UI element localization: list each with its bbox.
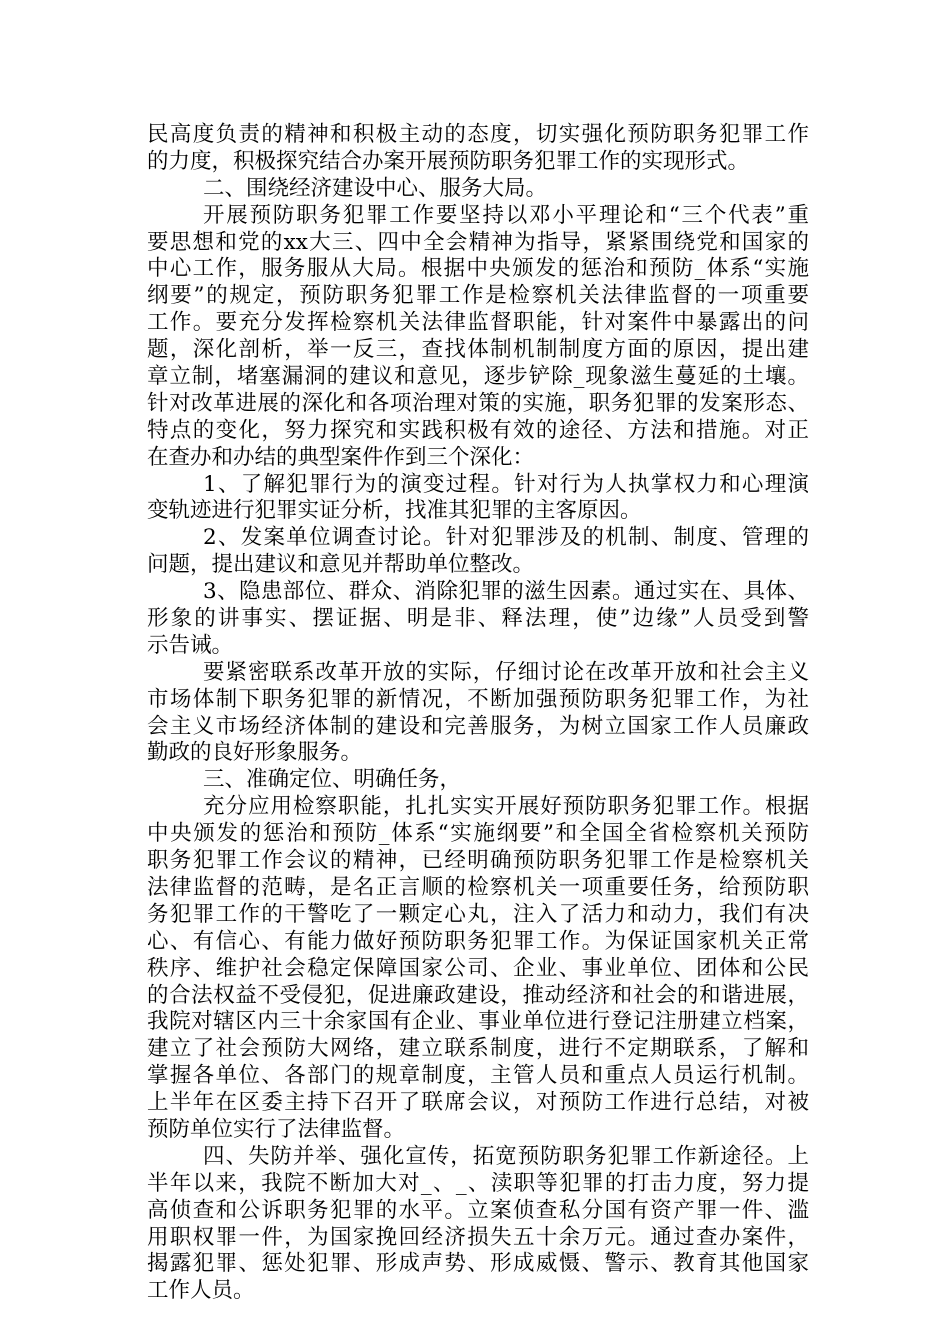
document-page bbox=[147, 122, 809, 1305]
text-line: 针对改革进展的深化和各项治理对策的实施，职务犯罪的发案形态、 bbox=[147, 390, 809, 416]
text-line: 示告诫。 bbox=[147, 632, 234, 658]
text-line: 揭露犯罪、惩处犯罪、形成声势、形成威慑、警示、教育其他国家 bbox=[147, 1251, 809, 1277]
text-line: 要紧密联系改革开放的实际，仔细讨论在改革开放和社会主义 bbox=[203, 659, 809, 685]
text-line: 形象的讲事实、摆证据、明是非、释法理，使”边缘”人员受到警 bbox=[147, 606, 809, 632]
text-line: 高侦查和公诉职务犯罪的水平。立案侦查私分国有资产罪一件、滥 bbox=[147, 1197, 809, 1223]
text-line: 掌握各单位、各部门的规章制度，主管人员和重点人员运行机制。 bbox=[147, 1063, 809, 1089]
text-line: 充分应用检察职能，扎扎实实开展好预防职务犯罪工作。根据 bbox=[203, 794, 809, 820]
text-line: 上半年在区委主持下召开了联席会议，对预防工作进行总结，对被 bbox=[147, 1090, 809, 1116]
text-line: 会主义市场经济体制的建设和完善服务，为树立国家工作人员廉政 bbox=[147, 713, 809, 739]
text-line: 中央颁发的惩治和预防_体系“实施纲要”和全国全省检察机关预防 bbox=[147, 821, 809, 847]
text-line: 半年以来，我院不断加大对_、_、渎职等犯罪的打击力度，努力提 bbox=[147, 1170, 809, 1196]
text-line: 的力度，积极探究结合办案开展预防职务犯罪工作的实现形式。 bbox=[147, 148, 750, 174]
text-line: 问题，提出建议和意见并帮助单位整改。 bbox=[147, 552, 535, 578]
text-line: 心、有信心、有能力做好预防职务犯罪工作。为保证国家机关正常 bbox=[147, 928, 809, 954]
text-line: 1、了解犯罪行为的演变过程。针对行为人执掌权力和心理演 bbox=[203, 471, 809, 497]
text-line: 要思想和党的xx大三、四中全会精神为指导，紧紧围绕党和国家的 bbox=[147, 229, 809, 255]
text-line: 勤政的良好形象服务。 bbox=[147, 740, 363, 766]
text-line: 3、隐患部位、群众、消除犯罪的滋生因素。通过实在、具体、 bbox=[203, 579, 809, 605]
text-line: 2、发案单位调查讨论。针对犯罪涉及的机制、制度、管理的 bbox=[203, 525, 809, 551]
text-line: 务犯罪工作的干警吃了一颗定心丸，注入了活力和动力，我们有决 bbox=[147, 901, 809, 927]
text-line: 秩序、维护社会稳定保障国家公司、企业、事业单位、团体和公民 bbox=[147, 955, 809, 981]
text-line: 变轨迹进行犯罪实证分析，找准其犯罪的主客原因。 bbox=[147, 498, 642, 524]
text-line: 纲要”的规定，预防职务犯罪工作是检察机关法律监督的一项重要 bbox=[147, 283, 809, 309]
text-line: 中心工作，服务服从大局。根据中央颁发的惩治和预防_体系“实施 bbox=[147, 256, 809, 282]
text-line: 职务犯罪工作会议的精神，已经明确预防职务犯罪工作是检察机关 bbox=[147, 848, 809, 874]
text-line: 法律监督的范畴，是名正言顺的检察机关一项重要任务，给预防职 bbox=[147, 874, 809, 900]
text-line: 在查办和办结的典型案件作到三个深化： bbox=[147, 444, 535, 470]
text-line: 三、准确定位、明确任务， bbox=[203, 767, 462, 793]
text-line: 工作。要充分发挥检察机关法律监督职能，针对案件中暴露出的问 bbox=[147, 310, 809, 336]
text-line: 特点的变化，努力探究和实践积极有效的途径、方法和措施。对正 bbox=[147, 417, 809, 443]
text-line: 开展预防职务犯罪工作要坚持以邓小平理论和“三个代表”重 bbox=[203, 202, 809, 228]
text-line: 用职权罪一件，为国家挽回经济损失五十余万元。通过查办案件， bbox=[147, 1224, 809, 1250]
text-line: 的合法权益不受侵犯，促进廉政建设，推动经济和社会的和谐进展， bbox=[147, 982, 809, 1008]
text-line: 四、失防并举、强化宣传，拓宽预防职务犯罪工作新途径。上 bbox=[203, 1143, 809, 1169]
text-line: 民高度负责的精神和积极主动的态度，切实强化预防职务犯罪工作 bbox=[147, 122, 809, 147]
text-line: 我院对辖区内三十余家国有企业、事业单位进行登记注册建立档案， bbox=[147, 1009, 809, 1035]
text-line: 市场体制下职务犯罪的新情况，不断加强预防职务犯罪工作，为社 bbox=[147, 686, 809, 712]
text-line: 题，深化剖析，举一反三，查找体制机制制度方面的原因，提出建 bbox=[147, 337, 809, 363]
text-line: 二、围绕经济建设中心、服务大局。 bbox=[203, 175, 548, 201]
text-line: 工作人员。 bbox=[147, 1278, 255, 1304]
text-line: 预防单位实行了法律监督。 bbox=[147, 1116, 406, 1142]
text-line: 章立制，堵塞漏洞的建议和意见，逐步铲除_现象滋生蔓延的土壤。 bbox=[147, 364, 809, 390]
text-line: 建立了社会预防大网络，建立联系制度，进行不定期联系，了解和 bbox=[147, 1036, 809, 1062]
